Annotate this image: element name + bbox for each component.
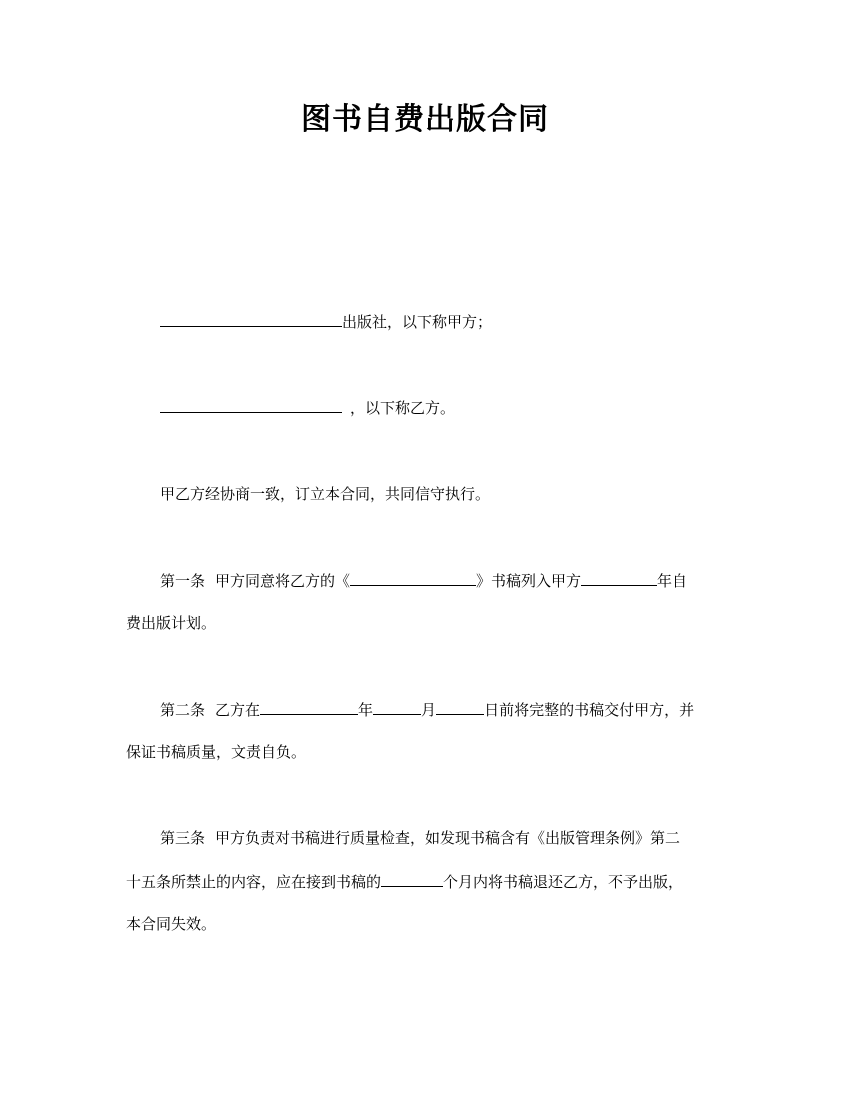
delivery-day-blank[interactable] (436, 699, 484, 715)
party-a-suffix: 出版社，以下称甲方； (342, 313, 493, 331)
article-2-line-2: 保证书稿质量，文责自负。 (126, 743, 307, 761)
book-title-blank[interactable] (350, 570, 476, 586)
party-a-line (160, 311, 492, 332)
article-3-label: 第三条 (160, 829, 206, 847)
article-1-text-a: 甲方同意将乙方的《 (215, 572, 351, 590)
article-1-text-c: 年自 (657, 572, 688, 590)
party-b-name-blank[interactable] (160, 397, 342, 413)
delivery-year-blank[interactable] (260, 699, 358, 715)
article-1-text-b: 》书稿列入甲方 (476, 572, 582, 590)
article-3-text-c: 个月内将书稿退还乙方，不予出版， (443, 873, 684, 891)
article-1-line-2: 费出版计划。 (126, 614, 217, 632)
return-months-blank[interactable] (381, 871, 443, 887)
document-title: 图书自费出版合同 (301, 102, 549, 137)
article-2-text-c: 月 (421, 701, 437, 719)
article-3-text-b: 十五条所禁止的内容，应在接到书稿的 (126, 873, 382, 891)
article-2-text-d: 日前将完整的书稿交付甲方，并 (484, 701, 695, 719)
party-a-name-blank[interactable] (160, 311, 342, 327)
article-2-line-1 (160, 699, 694, 720)
article-3-line-1 (160, 828, 680, 848)
article-3-line-3: 本合同失效。 (126, 915, 217, 933)
preamble: 甲乙方经协商一致，订立本合同，共同信守执行。 (160, 485, 491, 503)
article-3-line-2 (126, 871, 683, 892)
article-2-text-a: 乙方在 (215, 701, 261, 719)
article-2-text-b: 年 (358, 701, 374, 719)
article-1-label: 第一条 (160, 572, 206, 590)
article-2-label: 第二条 (160, 701, 206, 719)
party-b-line (160, 397, 455, 418)
article-1-line-1 (160, 570, 687, 591)
publish-year-blank[interactable] (581, 570, 657, 586)
article-3-text-a: 甲方负责对书稿进行质量检查，如发现书稿含有《出版管理条例》第二 (215, 829, 681, 847)
party-b-suffix: ，以下称乙方。 (350, 399, 456, 417)
delivery-month-blank[interactable] (373, 699, 421, 715)
